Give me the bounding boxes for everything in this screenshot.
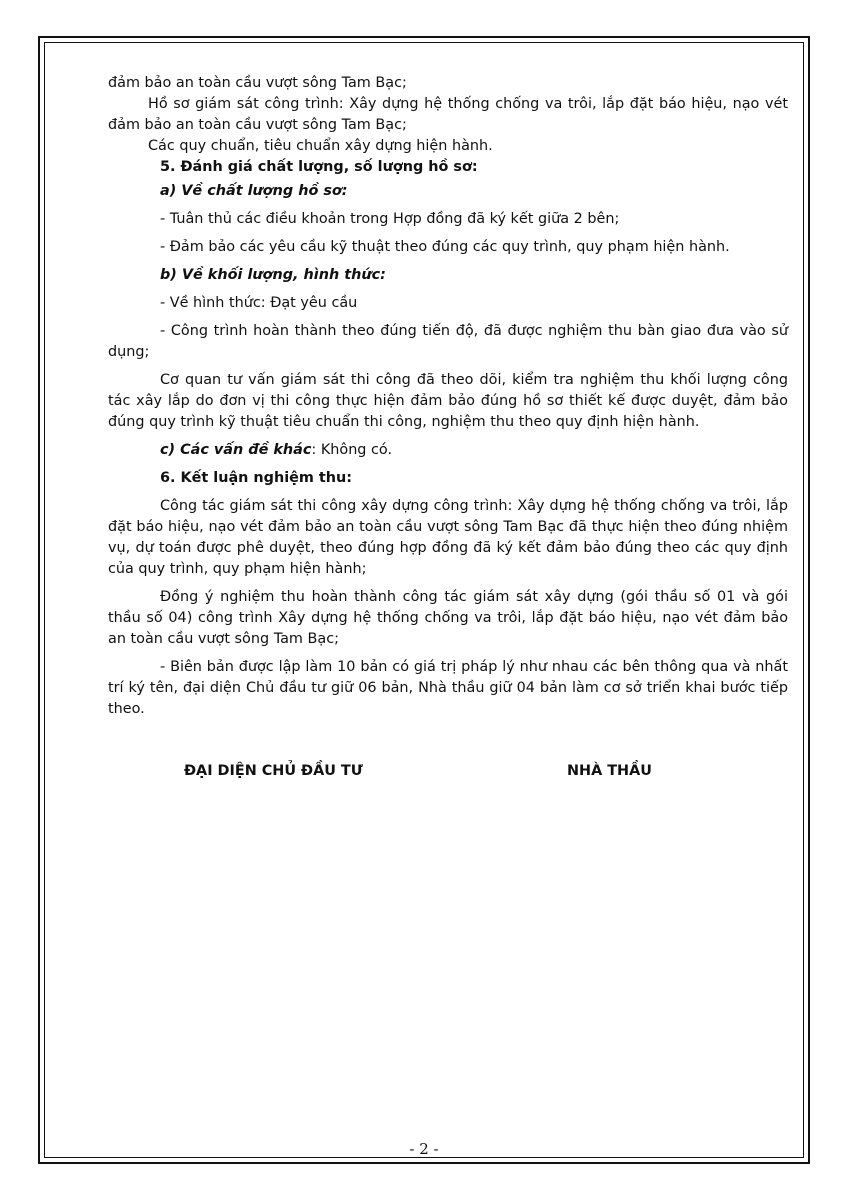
paragraph-continuation: đảm bảo an toàn cầu vượt sông Tam Bạc;: [108, 75, 407, 91]
paragraph-consultant: Cơ quan tư vấn giám sát thi công đã theo dõi, kiểm tra nghiệm thu khối lượng công tác xây lắp do đơn vị thi công thực hiện đảm bảo đúng hồ sơ thiết kế được duyệt, đảm bảo đúng quy trình kỹ thuật tiêu chuẩn thi công, nghiệm thu theo quy định hiện hành.: [108, 372, 788, 430]
item-b1: - Về hình thức: Đạt yêu cầu: [160, 295, 358, 311]
paragraph-standards: Các quy chuẩn, tiêu chuẩn xây dựng hiện hành.: [148, 138, 493, 154]
page-number: - 2 -: [409, 1140, 439, 1158]
item-a1: - Tuân thủ các điều khoản trong Hợp đồng đã ký kết giữa 2 bên;: [160, 211, 620, 227]
item-a2: - Đảm bảo các yêu cầu kỹ thuật theo đúng các quy trình, quy phạm hiện hành.: [160, 239, 730, 255]
signature-contractor-title: NHÀ THẦU: [567, 763, 652, 779]
paragraph-conclusion-2: Đồng ý nghiệm thu hoàn thành công tác giám sát xây dựng (gói thầu số 01 và gói thầu số 04) công trình Xây dựng hệ thống chống va trôi, lắp đặt báo hiệu, nạo vét đảm bảo an toàn cầu vượt sông Tam Bạc;: [108, 589, 788, 647]
section-heading-6: 6. Kết luận nghiệm thu:: [160, 470, 353, 486]
signature-investor-title: ĐẠI DIỆN CHỦ ĐẦU TƯ: [184, 763, 363, 779]
document-body: [108, 73, 788, 720]
subheading-c-text: : Không có.: [311, 442, 393, 458]
subheading-c-label: c) Các vấn đề khác: [160, 442, 312, 458]
subheading-b: b) Về khối lượng, hình thức:: [160, 267, 386, 283]
paragraph-conclusion-3: - Biên bản được lập làm 10 bản có giá trị pháp lý như nhau các bên thông qua và nhất trí ký tên, đại diện Chủ đầu tư giữ 06 bản, Nhà thầu giữ 04 bản làm cơ sở triển khai bước tiếp theo.: [108, 659, 788, 717]
paragraph-supervision-records: Hồ sơ giám sát công trình: Xây dựng hệ thống chống va trôi, lắp đặt báo hiệu, nạo vét đảm bảo an toàn cầu vượt sông Tam Bạc;: [108, 96, 788, 133]
section-heading-5: 5. Đánh giá chất lượng, số lượng hồ sơ:: [160, 159, 478, 175]
signature-block: [184, 763, 784, 785]
paragraph-conclusion-1: Công tác giám sát thi công xây dựng công trình: Xây dựng hệ thống chống va trôi, lắp đặt báo hiệu, nạo vét đảm bảo an toàn cầu vượt sông Tam Bạc đã thực hiện theo đúng nhiệm vụ, dự toán được phê duyệt, theo đúng hợp đồng đã ký kết đảm bảo đúng theo các quy định của quy trình, quy phạm hiện hành;: [108, 498, 788, 577]
subheading-c: [160, 440, 788, 461]
item-b2: - Công trình hoàn thành theo đúng tiến độ, đã được nghiệm thu bàn giao đưa vào sử dụng;: [108, 323, 788, 360]
subheading-a: a) Về chất lượng hồ sơ:: [160, 183, 348, 199]
